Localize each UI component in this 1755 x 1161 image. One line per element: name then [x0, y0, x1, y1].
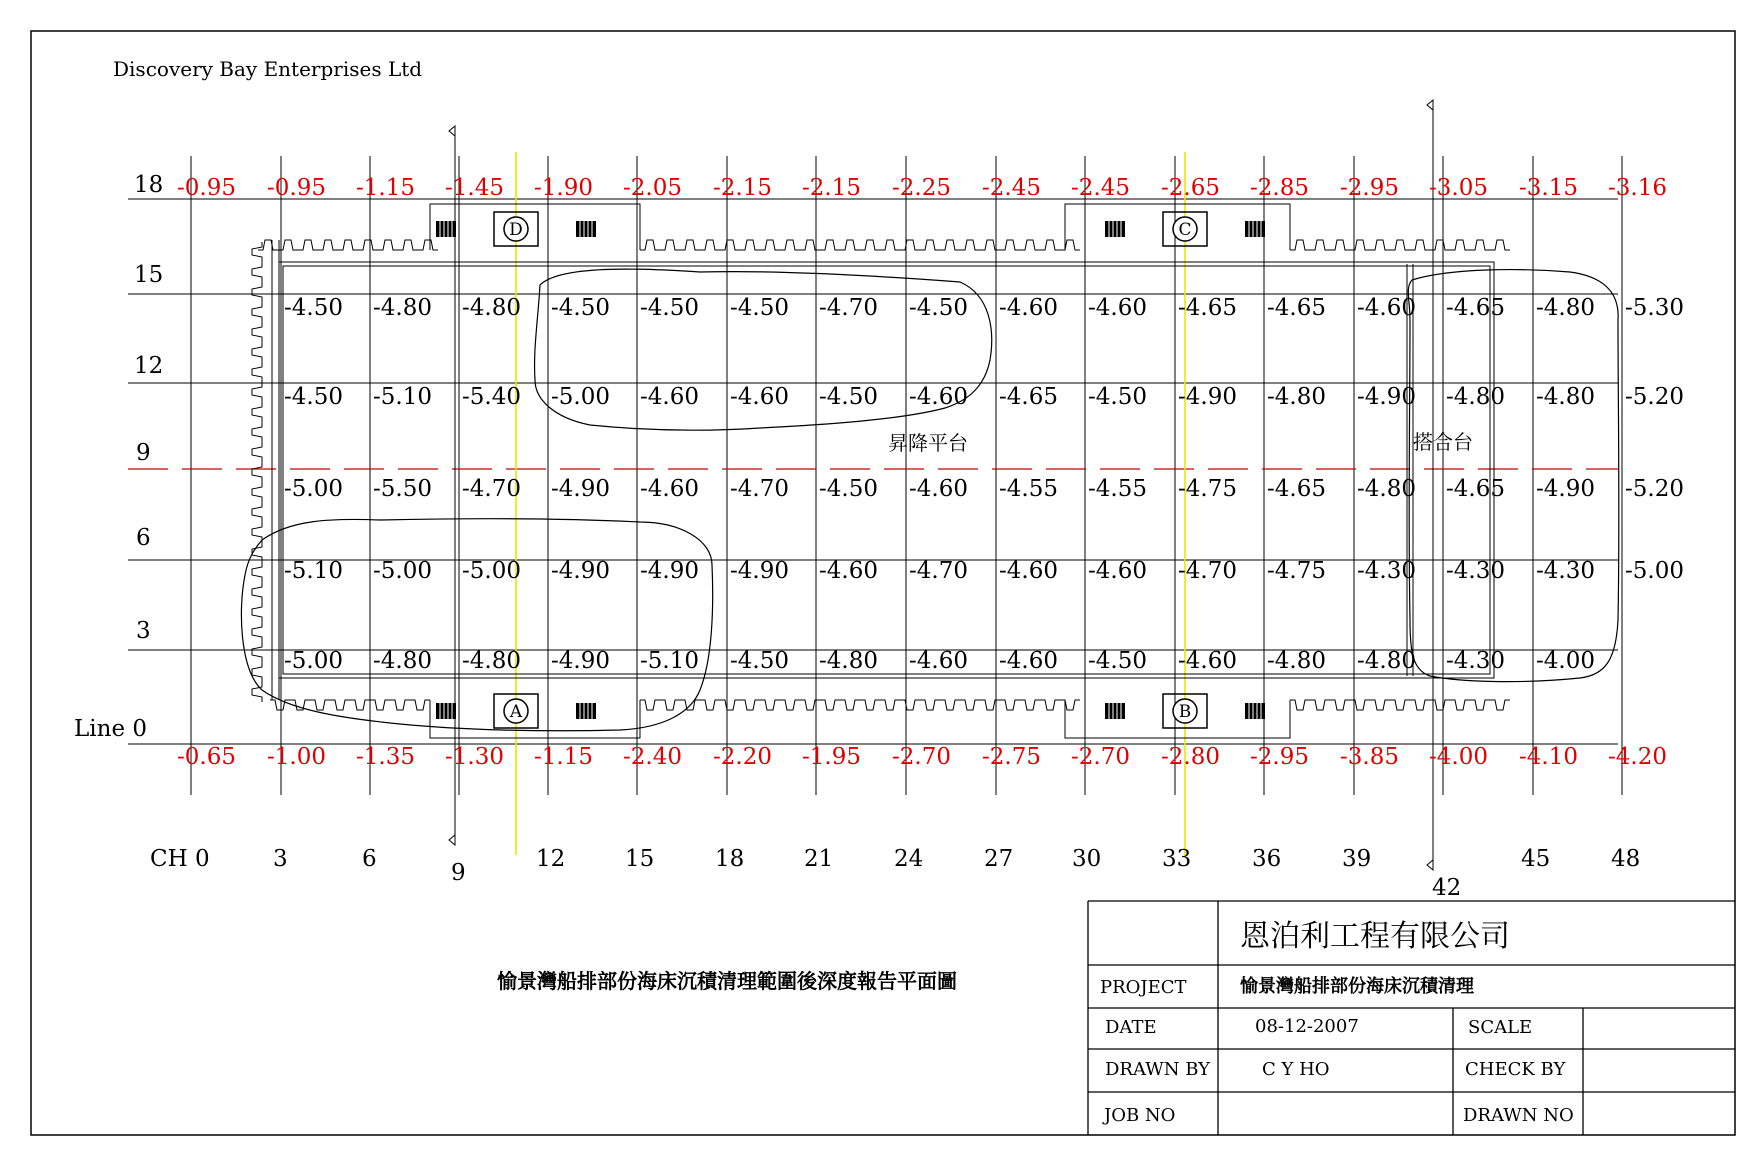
- depth-value: -4.50: [819, 476, 878, 502]
- top-edge-depth: -2.15: [802, 175, 861, 201]
- depth-value: -4.70: [909, 558, 968, 584]
- title-block-date-value: 08-12-2007: [1255, 1016, 1359, 1037]
- depth-values: [284, 295, 1684, 674]
- hatch-block: [1105, 221, 1125, 237]
- depth-value: -5.00: [373, 558, 432, 584]
- bottom-edge-depth: -2.80: [1161, 744, 1220, 770]
- depth-value: -4.70: [819, 295, 878, 321]
- lift-platform-label: 昇降平台: [888, 431, 968, 455]
- chainage-label: 27: [984, 846, 1014, 872]
- chainage-label: 42: [1432, 875, 1462, 901]
- support-letter: B: [1178, 702, 1192, 722]
- top-edge-depth: -2.45: [1071, 175, 1130, 201]
- top-edge-depth: -3.16: [1608, 175, 1667, 201]
- line-labels: [74, 172, 163, 742]
- hatch-block: [436, 221, 456, 237]
- support-letter: D: [509, 220, 523, 240]
- line-label: 3: [136, 618, 151, 644]
- support-letter: A: [509, 702, 523, 722]
- chainage-label: 30: [1072, 846, 1102, 872]
- depth-value: -4.70: [730, 476, 789, 502]
- title-block-drawn-by-value: C Y HO: [1262, 1059, 1330, 1080]
- depth-value: -4.80: [1267, 384, 1326, 410]
- depth-value: -4.80: [462, 648, 521, 674]
- line-label: 18: [134, 172, 164, 198]
- bottom-edge-depth: -1.35: [356, 744, 415, 770]
- depth-value: -4.50: [284, 295, 343, 321]
- depth-value: -5.00: [462, 558, 521, 584]
- bottom-edge-depth: -4.10: [1519, 744, 1578, 770]
- chainage-labels: [150, 846, 1640, 901]
- depth-value: -4.65: [1178, 295, 1237, 321]
- top-edge-depths: [177, 175, 1667, 201]
- top-edge-depth: -1.90: [534, 175, 593, 201]
- depth-value: -4.50: [730, 295, 789, 321]
- depth-value: -4.90: [551, 558, 610, 584]
- bottom-edge-depth: -2.95: [1250, 744, 1309, 770]
- depth-value: -4.60: [1088, 295, 1147, 321]
- support-marker: [436, 694, 596, 728]
- depth-value: -4.80: [373, 295, 432, 321]
- bottom-edge-depth: -1.00: [267, 744, 326, 770]
- dock-platform-label: 搭合台: [1413, 430, 1473, 454]
- depth-value: -5.50: [373, 476, 432, 502]
- bottom-edge-depth: -2.20: [713, 744, 772, 770]
- depth-value: -4.60: [999, 295, 1058, 321]
- bottom-edge-depth: -0.65: [177, 744, 236, 770]
- depth-value: -4.50: [551, 295, 610, 321]
- depth-value: -4.90: [640, 558, 699, 584]
- depth-value: -4.60: [640, 384, 699, 410]
- depth-value: -4.60: [999, 648, 1058, 674]
- depth-value: -4.80: [462, 295, 521, 321]
- hatch-block: [576, 221, 596, 237]
- depth-value: -5.00: [551, 384, 610, 410]
- chainage-label: 36: [1252, 846, 1282, 872]
- depth-value: -4.30: [1446, 558, 1505, 584]
- depth-value: -4.90: [1178, 384, 1237, 410]
- bottom-edge-depth: -2.70: [1071, 744, 1130, 770]
- depth-value: -5.30: [1625, 295, 1684, 321]
- line-label: 15: [134, 262, 164, 288]
- depth-value: -4.50: [1088, 648, 1147, 674]
- depth-value: -4.80: [1267, 648, 1326, 674]
- title-block-project-label: PROJECT: [1100, 977, 1187, 998]
- depth-value: -4.90: [1357, 384, 1416, 410]
- depth-value: -4.70: [1178, 558, 1237, 584]
- depth-value: -4.60: [640, 476, 699, 502]
- hatch-block: [576, 703, 596, 719]
- depth-value: -4.60: [909, 384, 968, 410]
- depth-value: -4.60: [999, 558, 1058, 584]
- depth-value: -5.20: [1625, 476, 1684, 502]
- title-block-date-label: DATE: [1105, 1017, 1157, 1038]
- support-letter: C: [1178, 220, 1192, 240]
- bottom-edge-depth: -1.30: [445, 744, 504, 770]
- depth-value: -4.80: [373, 648, 432, 674]
- dredge-area-cloud: [241, 519, 712, 731]
- depth-value: -4.55: [1088, 476, 1147, 502]
- top-edge-depth: -2.05: [623, 175, 682, 201]
- depth-value: -5.10: [284, 558, 343, 584]
- top-edge-depth: -1.15: [356, 175, 415, 201]
- top-edge-depth: -2.45: [982, 175, 1041, 201]
- depth-value: -4.90: [551, 476, 610, 502]
- top-edge-depth: -2.25: [892, 175, 951, 201]
- bottom-edge-depth: -1.15: [534, 744, 593, 770]
- depth-value: -4.65: [1267, 295, 1326, 321]
- depth-value: -4.70: [462, 476, 521, 502]
- bottom-edge-depth: -3.85: [1340, 744, 1399, 770]
- depth-value: -5.00: [284, 648, 343, 674]
- hatch-block: [1245, 703, 1265, 719]
- depth-value: -4.55: [999, 476, 1058, 502]
- title-block-check-by-label: CHECK BY: [1465, 1059, 1566, 1080]
- depth-value: -4.30: [1357, 558, 1416, 584]
- depth-value: -4.60: [1357, 295, 1416, 321]
- depth-value: -4.60: [909, 476, 968, 502]
- depth-value: -4.65: [1446, 295, 1505, 321]
- chainage-label: 3: [273, 846, 288, 872]
- depth-value: -4.30: [1446, 648, 1505, 674]
- depth-value: -4.75: [1267, 558, 1326, 584]
- support-marker: [436, 212, 596, 246]
- line-label: 12: [134, 353, 164, 379]
- depth-value: -4.90: [730, 558, 789, 584]
- bottom-edge-depths: [177, 744, 1667, 770]
- depth-value: -4.65: [1446, 476, 1505, 502]
- title-block-project-value: 愉景灣船排部份海床沉積清理: [1240, 976, 1474, 997]
- chainage-label: 33: [1162, 846, 1192, 872]
- chainage-label: 9: [451, 860, 466, 886]
- depth-value: -4.60: [1088, 558, 1147, 584]
- chainage-label: 15: [625, 846, 655, 872]
- top-edge-depth: -2.95: [1340, 175, 1399, 201]
- depth-value: -4.65: [999, 384, 1058, 410]
- top-edge-depth: -2.65: [1161, 175, 1220, 201]
- bottom-edge-depth: -4.00: [1429, 744, 1488, 770]
- title-block-scale-label: SCALE: [1468, 1017, 1533, 1038]
- depth-value: -4.50: [284, 384, 343, 410]
- depth-value: -4.80: [1357, 648, 1416, 674]
- depth-value: -4.80: [819, 648, 878, 674]
- top-edge-depth: -1.45: [445, 175, 504, 201]
- depth-value: -4.75: [1178, 476, 1237, 502]
- top-edge-depth: -2.15: [713, 175, 772, 201]
- depth-value: -4.65: [1267, 476, 1326, 502]
- title-block-company: 恩泊利工程有限公司: [1240, 919, 1510, 954]
- depth-value: -4.50: [1088, 384, 1147, 410]
- depth-value: -4.80: [1536, 295, 1595, 321]
- depth-value: -5.40: [462, 384, 521, 410]
- depth-value: -4.60: [730, 384, 789, 410]
- title-block-job-no-label: JOB NO: [1104, 1105, 1176, 1126]
- chainage-label: 21: [804, 846, 834, 872]
- chainage-label: 6: [362, 846, 377, 872]
- top-edge-depth: -2.85: [1250, 175, 1309, 201]
- depth-value: -4.50: [909, 295, 968, 321]
- depth-value: -4.60: [819, 558, 878, 584]
- chainage-label: 12: [536, 846, 566, 872]
- depth-value: -4.80: [1357, 476, 1416, 502]
- support-marker: [1105, 212, 1265, 246]
- hatch-block: [1105, 703, 1125, 719]
- support-marker: [1105, 694, 1265, 728]
- line-label: 9: [136, 440, 151, 466]
- title-block-drawn-no-label: DRAWN NO: [1463, 1105, 1574, 1126]
- company-name: Discovery Bay Enterprises Ltd: [113, 57, 423, 81]
- top-edge-depth: -3.15: [1519, 175, 1578, 201]
- depth-value: -4.80: [1446, 384, 1505, 410]
- depth-value: -4.60: [1178, 648, 1237, 674]
- hatch-block: [1245, 221, 1265, 237]
- depth-value: -4.50: [819, 384, 878, 410]
- depth-value: -4.60: [909, 648, 968, 674]
- depth-value: -5.10: [373, 384, 432, 410]
- depth-value: -4.90: [1536, 476, 1595, 502]
- depth-value: -5.00: [284, 476, 343, 502]
- depth-value: -4.50: [730, 648, 789, 674]
- depth-value: -4.00: [1536, 648, 1595, 674]
- top-edge-depth: -0.95: [177, 175, 236, 201]
- bottom-edge-depth: -4.20: [1608, 744, 1667, 770]
- line-label: 6: [136, 525, 151, 551]
- drawing-title: 愉景灣船排部份海床沉積清理範圍後深度報告平面圖: [497, 969, 957, 993]
- bottom-edge-depth: -2.40: [623, 744, 682, 770]
- left-serrated-wall: [252, 242, 262, 702]
- top-edge-depth: -0.95: [267, 175, 326, 201]
- depth-value: -5.00: [1625, 558, 1684, 584]
- top-edge-depth: -3.05: [1429, 175, 1488, 201]
- chainage-label: 18: [715, 846, 745, 872]
- chainage-label: CH 0: [150, 846, 210, 872]
- bottom-edge-depth: -2.75: [982, 744, 1041, 770]
- chainage-label: 48: [1611, 846, 1641, 872]
- title-block-drawn-by-label: DRAWN BY: [1105, 1059, 1211, 1080]
- line-label: Line 0: [74, 716, 147, 742]
- chainage-label: 39: [1342, 846, 1372, 872]
- depth-value: -4.80: [1536, 384, 1595, 410]
- depth-value: -5.10: [640, 648, 699, 674]
- bottom-edge-depth: -1.95: [802, 744, 861, 770]
- bottom-edge-depth: -2.70: [892, 744, 951, 770]
- chainage-label: 24: [894, 846, 924, 872]
- hatch-block: [436, 703, 456, 719]
- depth-value: -4.90: [551, 648, 610, 674]
- depth-value: -4.50: [640, 295, 699, 321]
- depth-value: -5.20: [1625, 384, 1684, 410]
- depth-value: -4.30: [1536, 558, 1595, 584]
- chainage-label: 45: [1521, 846, 1551, 872]
